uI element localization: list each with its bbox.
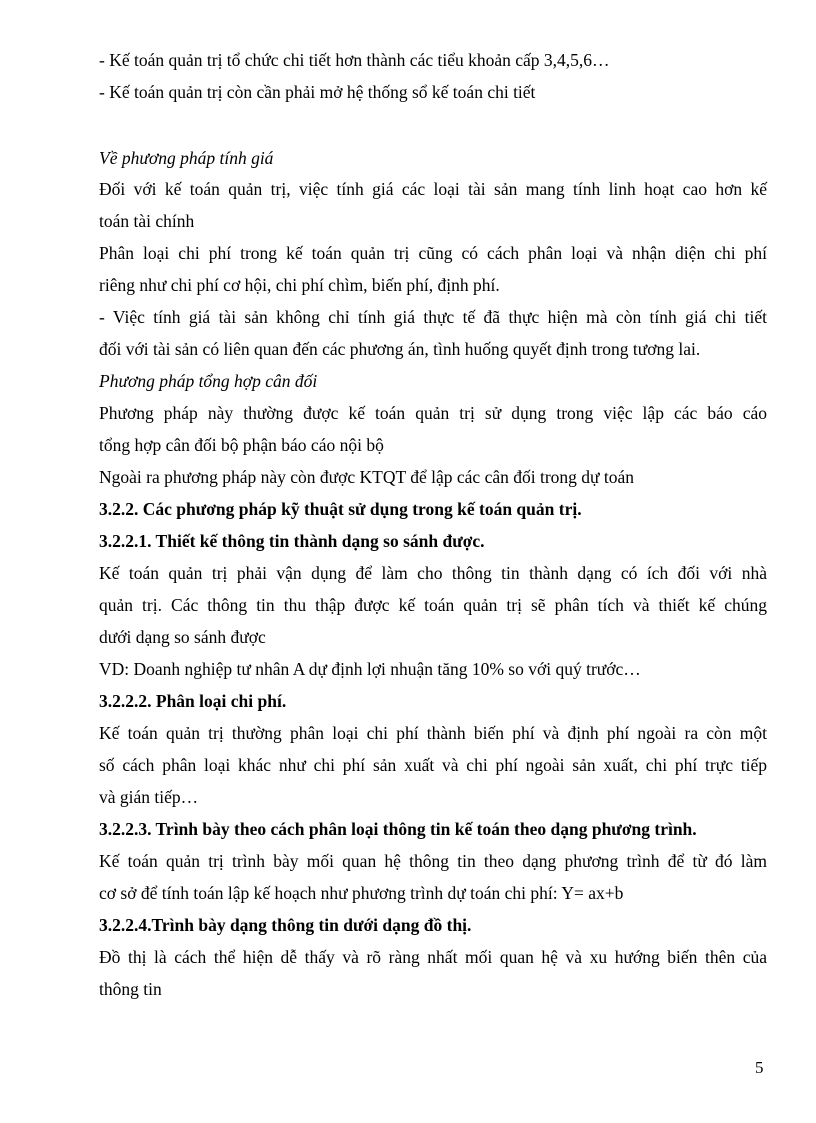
section-heading: 3.2.2.1. Thiết kế thông tin thành dạng so sánh được. (99, 531, 485, 551)
paragraph-line: VD: Doanh nghiệp tư nhân A dự định lợi nhuận tăng 10% so với quý trước… (99, 659, 641, 679)
paragraph-line: Đồ thị là cách thể hiện dễ thấy và rõ ràng nhất mối quan hệ và xu hướng biến thên của (99, 947, 767, 967)
paragraph-line: Đối với kế toán quản trị, việc tính giá các loại tài sản mang tính linh hoạt cao hơn kế (99, 179, 767, 199)
page-number: 5 (755, 1058, 764, 1077)
paragraph-line: Kế toán quản trị phải vận dụng để làm cho thông tin thành dạng có ích đối với nhà (99, 563, 767, 583)
section-heading: 3.2.2. Các phương pháp kỹ thuật sử dụng trong kế toán quản trị. (99, 499, 582, 519)
bullet-line: - Kế toán quản trị tổ chức chi tiết hơn thành các tiểu khoản cấp 3,4,5,6… (99, 50, 610, 70)
paragraph-line: Kế toán quản trị thường phân loại chi phí thành biến phí và định phí ngoài ra còn một (99, 723, 767, 743)
section-heading: 3.2.2.4.Trình bày dạng thông tin dưới dạng đồ thị. (99, 915, 472, 935)
paragraph-line: số cách phân loại khác như chi phí sản xuất và chi phí ngoài sản xuất, chi phí trực tiếp (99, 755, 767, 775)
paragraph-line: thông tin (99, 979, 162, 999)
paragraph-line: - Việc tính giá tài sản không chỉ tính giá thực tế đã thực hiện mà còn tính giá chi tiết (99, 307, 767, 327)
section-heading: 3.2.2.3. Trình bày theo cách phân loại thông tin kế toán theo dạng phương trình. (99, 819, 697, 839)
paragraph-line: tổng hợp cân đối bộ phận báo cáo nội bộ (99, 435, 384, 455)
paragraph-line: toán tài chính (99, 211, 195, 231)
paragraph-line: quản trị. Các thông tin thu thập được kế toán quản trị sẽ phân tích và thiết kế chúng (99, 595, 767, 615)
paragraph-line: dưới dạng so sánh được (99, 627, 266, 647)
paragraph-line: cơ sở để tính toán lập kế hoạch như phương trình dự toán chi phí: Y= ax+b (99, 883, 624, 903)
paragraph-line: Phương pháp này thường được kế toán quản trị sử dụng trong việc lập các báo cáo (99, 403, 767, 423)
paragraph-line: và gián tiếp… (99, 787, 199, 807)
paragraph-line: riêng như chi phí cơ hội, chi phí chìm, biến phí, định phí. (99, 275, 500, 295)
section-subheading: Phương pháp tổng hợp cân đối (99, 371, 318, 391)
paragraph-line: đối với tài sản có liên quan đến các phương án, tình huống quyết định trong tương lai. (99, 339, 701, 359)
paragraph-line: Kế toán quản trị trình bày mối quan hệ thông tin theo dạng phương trình để từ đó làm (99, 851, 767, 871)
paragraph-line: Phân loại chi phí trong kế toán quản trị cũng có cách phân loại và nhận diện chi phí (99, 243, 767, 263)
bullet-line: - Kế toán quản trị còn cần phải mở hệ thống sổ kế toán chi tiết (99, 82, 536, 102)
paragraph-line: Ngoài ra phương pháp này còn được KTQT để lập các cân đối trong dự toán (99, 467, 635, 487)
section-heading: 3.2.2.2. Phân loại chi phí. (99, 691, 287, 711)
section-subheading: Về phương pháp tính giá (99, 148, 274, 168)
